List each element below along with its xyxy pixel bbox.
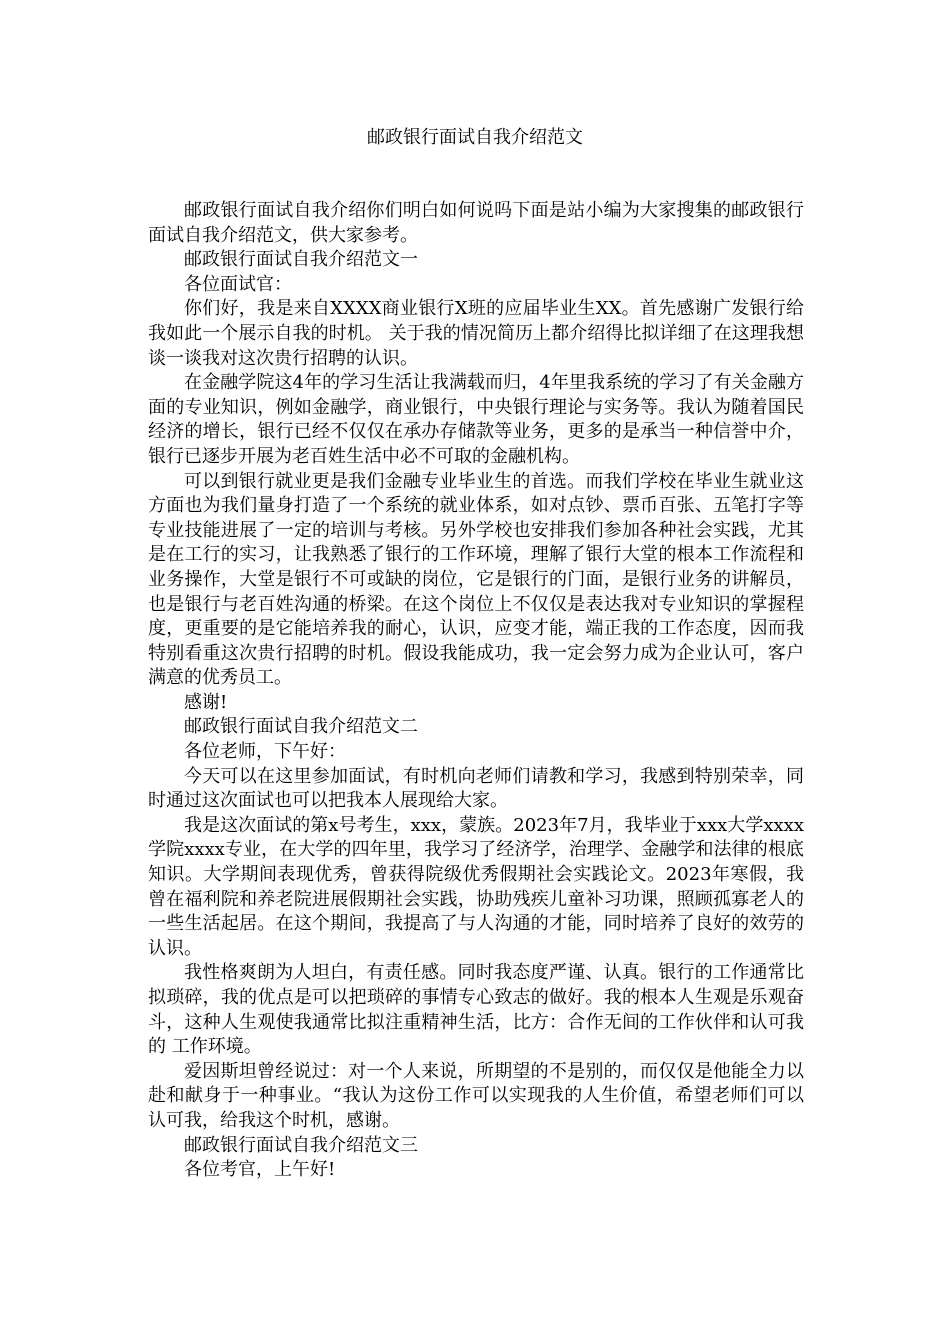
closing-thanks: 感谢! xyxy=(184,691,228,713)
body-paragraph: 在金融学院这4年的学习生活让我满载而归，4年里我系统的学习了有关金融方面的专业知识，例如金融学，商业银行，中央银行理论与实务等。我认为随着国民经济的增长，银行已经不仅仅在承办存储款等业务，更多的是承当一种信誉中介，银行已逐步开展为老百姓生活中必不可取的金融机构。 xyxy=(148,372,804,467)
body-paragraph: 爱因斯坦曾经说过：对一个人来说，所期望的不是别的，而仅仅是他能全力以赴和献身于一种事业。“我认为这份工作可以实现我的人生价值，希望老师们可以认可我，给我这个时机，感谢。 xyxy=(148,1060,804,1131)
section-heading-2: 邮政银行面试自我介绍范文二 xyxy=(184,716,418,738)
intro-paragraph: 邮政银行面试自我介绍你们明白如何说吗下面是站小编为大家搜集的邮政银行面试自我介绍范文，供大家参考。 xyxy=(148,200,804,246)
salutation-2: 各位老师，下午好： xyxy=(184,741,346,763)
body-paragraph: 你们好，我是来自XXXX商业银行X班的应届毕业生XX。首先感谢广发银行给我如此一个展示自我的时机。 关于我的情况简历上都介绍得比拟详细了在这理我想谈一谈我对这次贵行招聘的认识。 xyxy=(148,298,804,369)
body-paragraph: 可以到银行就业更是我们金融专业毕业生的首选。而我们学校在毕业生就业这方面也为我们量身打造了一个系统的就业体系，如对点钞、票币百张、五笔打字等专业技能进展了一定的培训与考核。另外学校也安排我们参加各种社会实践，尤其是在工行的实习，让我熟悉了银行的工作环境，理解了银行大堂的根本工作流程和业务操作，大堂是银行不可或缺的岗位，它是银行的门面，是银行业务的讲解员，也是银行与老百姓沟通的桥梁。在这个岗位上不仅仅是表达我对专业知识的掌握程度，更重要的是它能培养我的耐心，认识，应变才能，端正我的工作态度，因而我特别看重这次贵行招聘的时机。假设我能成功，我一定会努力成为企业认可，客户满意的优秀员工。 xyxy=(148,470,804,689)
salutation-3: 各位考官，上午好! xyxy=(184,1159,336,1181)
body-paragraph: 我性格爽朗为人坦白，有责任感。同时我态度严谨、认真。银行的工作通常比拟琐碎，我的优点是可以把琐碎的事情专心致志的做好。我的根本人生观是乐观奋斗，这种人生观使我通常比拟注重精神生活，比方：合作无间的工作伙伴和认可我的 工作环境。 xyxy=(148,962,804,1058)
page-title: 邮政银行面试自我介绍范文 xyxy=(367,127,583,148)
section-heading-3: 邮政银行面试自我介绍范文三 xyxy=(184,1134,418,1156)
body-paragraph: 我是这次面试的第x号考生，xxx，蒙族。2023年7月，我毕业于xxx大学xxxx学院xxxx专业，在大学的四年里，我学习了经济学，治理学、金融学和法律的根底知识。大学期间表现优秀，曾获得院级优秀假期社会实践论文。2023年寒假，我曾在福利院和养老院进展假期社会实践，协助残疾儿童补习功课，照顾孤寡老人的一些生活起居。在这个期间，我提高了与人沟通的才能，同时培养了良好的效劳的认识。 xyxy=(148,814,804,959)
document-body xyxy=(148,199,804,1183)
body-paragraph: 今天可以在这里参加面试，有时机向老师们请教和学习，我感到特别荣幸，同时通过这次面试也可以把我本人展现给大家。 xyxy=(148,765,804,812)
salutation-1: 各位面试官： xyxy=(184,273,292,295)
section-heading-1: 邮政银行面试自我介绍范文一 xyxy=(184,249,418,271)
